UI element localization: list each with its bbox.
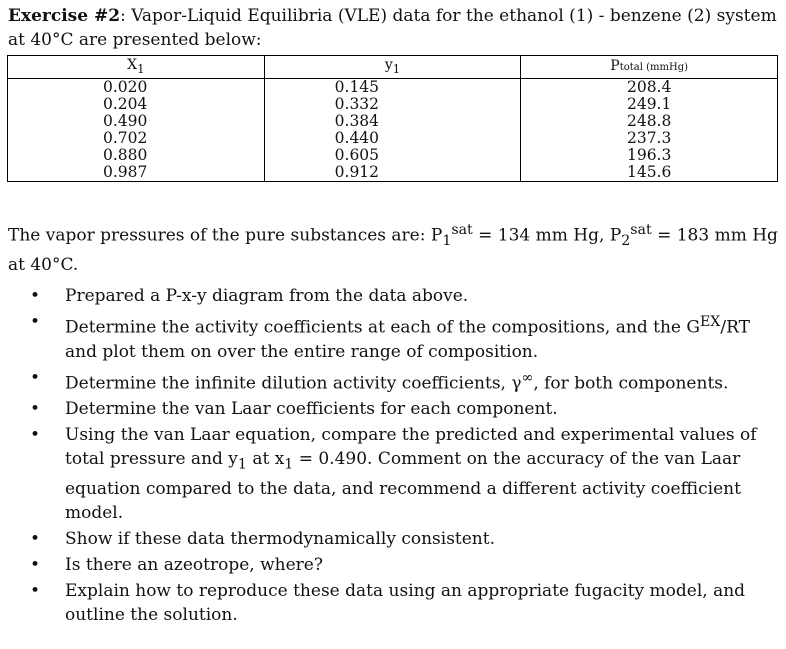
cell-ptotal: 237.3	[521, 130, 778, 147]
table-row	[8, 79, 778, 97]
task-list	[30, 284, 770, 629]
bullet-icon: •	[30, 425, 41, 446]
bullet-icon: •	[30, 286, 41, 306]
vapor-pressure-statement: The vapor pressures of the pure substances are: $P_1^{sat} = 134$ mm Hg, $P_2^{sat} = 183$ mm Hg at 40°C.	[8, 222, 778, 276]
bullet-icon: •	[30, 554, 41, 575]
list-item: • Determine the van Laar coefficients for each component.	[30, 399, 558, 420]
exercise-intro	[8, 4, 778, 52]
vle-data-table	[7, 55, 778, 182]
cell-x1: 0.702	[8, 130, 265, 147]
table-row	[8, 130, 778, 147]
bullet-icon: •	[30, 367, 41, 388]
cell-x1: 0.880	[8, 147, 265, 164]
cell-x1: 0.490	[8, 113, 265, 130]
bullet-icon: •	[30, 528, 41, 549]
table-row	[8, 113, 778, 130]
cell-x1: 0.204	[8, 96, 265, 113]
bullet-icon: •	[30, 399, 41, 420]
exercise-label: Exercise #2	[8, 6, 121, 26]
cell-ptotal: 145.6	[521, 164, 778, 182]
bullet-icon: •	[30, 580, 41, 601]
table-row	[8, 164, 778, 182]
list-item: • Is there an azeotrope, where?	[30, 554, 323, 575]
list-item: • Explain how to reproduce these data using an appropriate fugacity model, and outline the solution.	[30, 580, 746, 625]
cell-y1: 0.332	[264, 96, 521, 113]
cell-ptotal: 208.4	[521, 79, 778, 97]
header-ptotal: Ptotal (mmHg)	[521, 56, 778, 79]
bullet-icon: •	[30, 312, 41, 332]
list-item: • Determine the infinite dilution activity coefficients, γ∞, for both components.	[30, 367, 729, 394]
list-item: • Using the van Laar equation, compare the predicted and experimental values of total pressure and $y_1$ at $x_1 = 0.490$. Comment on the accuracy of the van Laar equation compared to the data, and recommend a different activity coefficient model.	[30, 425, 757, 523]
cell-y1: 0.605	[264, 147, 521, 164]
list-item: • Determine the activity coefficients at each of the compositions, and the $G^{EX}/RT$ and plot them on over the entire range of composition.	[30, 312, 750, 362]
cell-y1: 0.145	[264, 79, 521, 97]
cell-x1: 0.020	[8, 79, 265, 97]
cell-y1: 0.440	[264, 130, 521, 147]
list-item: • Prepared a P-x-y diagram from the data above.	[30, 286, 469, 306]
cell-x1: 0.987	[8, 164, 265, 182]
table-row	[8, 147, 778, 164]
cell-y1: 0.912	[264, 164, 521, 182]
cell-y1: 0.384	[264, 113, 521, 130]
exercise-title: : Vapor-Liquid Equilibria (VLE) data for the ethanol (1) - benzene (2) system at 40°C are presented below:	[8, 6, 777, 50]
table-row	[8, 96, 778, 113]
cell-ptotal: 196.3	[521, 147, 778, 164]
header-y1: $y_1$	[264, 56, 521, 79]
table-header-row	[8, 56, 778, 79]
cell-ptotal: 248.8	[521, 113, 778, 130]
list-item: • Show if these data thermodynamically consistent.	[30, 528, 495, 549]
header-x1: $X_1$	[8, 56, 265, 79]
cell-ptotal: 249.1	[521, 96, 778, 113]
